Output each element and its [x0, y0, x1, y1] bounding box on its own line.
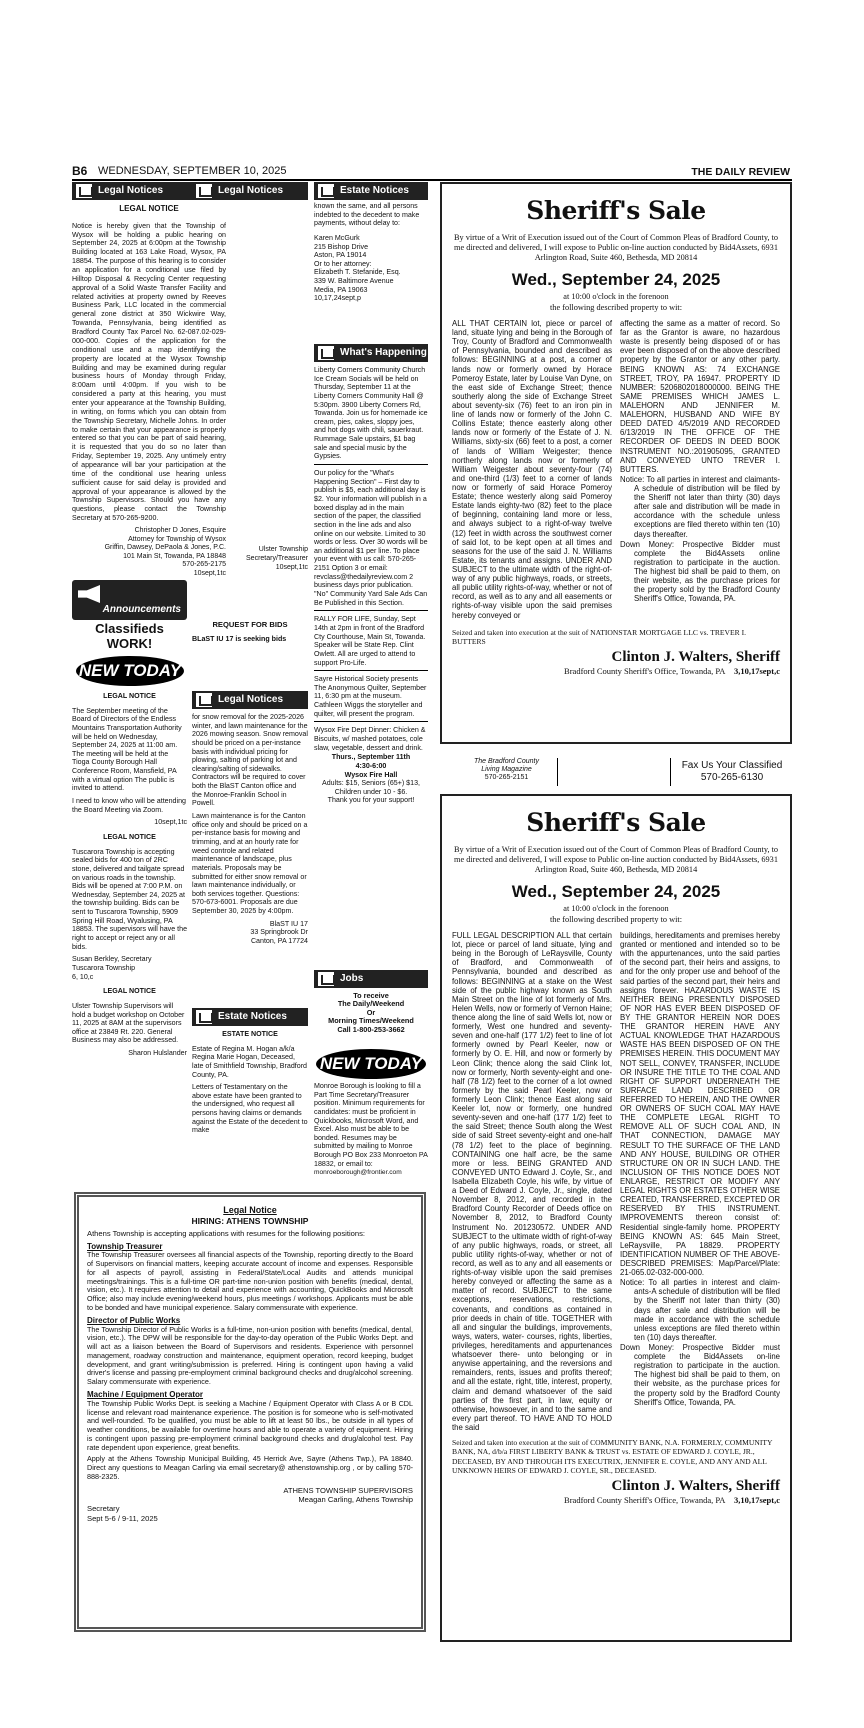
notice-signature: Tuscarora Township — [72, 963, 136, 972]
job-email: monroeborough@frontier.com — [314, 1169, 402, 1177]
estate-addresses: Karen McGurk 215 Bishop Drive Aston, PA 19014 Or to her attorney: Elizabeth T. Stefanide, Esq. 339 W. Baltimore Avenue Media, PA 19063 10,17,24sept,p — [314, 233, 401, 303]
notice-code: 6, 10,c — [72, 972, 94, 981]
megaphone-icon — [78, 585, 100, 603]
notice-body: Tuscarora Township is accepting sealed bids for 400 ton of 2RC stone, delivered and tailgate spread on various roads in the township. Bids will be opened at 7:00 P.M. on Wednesday, September 24, 2025 at the township building. Bids can be sent to Tuscarora Township, 5909 Spring Hill Road, Wyalusing, PA 18853. The supervisors will have the right to accept or reject any or all bids. — [72, 847, 187, 951]
notice-heading: ESTATE NOTICE — [222, 1030, 278, 1038]
sheriff-sale-1 — [440, 182, 792, 744]
hiring-signature: ATHENS TOWNSHIP SUPERVISORS — [283, 1485, 413, 1495]
notice-body: known the same, and all persons indebted to the decedent to make payments, without delay to: — [314, 202, 420, 228]
position-description: The Township Director of Public Works is a full-time, non-union position with benefits (medical, dental, vision, etc.). The DPW will be responsible for the day-to-day operation of the Public Works Dept. and will act as a liaison between the Board of Supervisors and residents. Experience with personnel management, roadway construction and maintenance, equipment operation, record keeping, budget development, and grant writing/submission is preferred. Hiring is contingent upon having a valid driver's license and passing pre-employment criminal background checks and drug/alcohol screening. Salary commensurate with experience. — [87, 1324, 413, 1387]
dinner-prices: Adults: $15, Seniors (65+) $13, Children under 10 - $6. — [322, 779, 420, 796]
notice-signature: Sharon Hulslander — [128, 1049, 187, 1058]
sale-intro: By virtue of a Writ of Execution issued out of the Court of Common Pleas of Bradford County, to me directed and delivered, I will expose to Public on-line auction conducted by Bid4Assets, 6931 Arlington Road, Suite 460, Bethesda, MD 20814 — [453, 232, 779, 263]
section-label: Legal Notices — [218, 184, 284, 196]
position-title: Township Treasurer — [87, 1241, 163, 1251]
sale-date: Wed., September 24, 2025 — [511, 881, 721, 901]
hiring-subheading: HIRING: ATHENS TOWNSHIP — [191, 1215, 309, 1226]
happening-icon — [318, 346, 334, 360]
hiring-dates: Sept 5-6 / 9-11, 2025 — [87, 1513, 158, 1523]
promo-divider — [670, 758, 671, 786]
sale-title: Sheriff's Sale — [526, 196, 706, 225]
section-bar-wrap — [192, 691, 308, 709]
estate-notice — [192, 1030, 308, 1190]
sale-footer: Bradford County Sheriff's Office, Towanda, PA 3,10,17sept,c — [564, 666, 780, 677]
notice-signature: Christopher D Jones, Esquire Attorney for Township of Wysox Griffin, Dawsey, DePaola & Jones, P.C. 101 Main St, Towanda, PA 18848 570-265-2175 10sept,1tc — [104, 526, 226, 577]
happening-item: Sayre Historical Society presents The Anonymous Quilter, September 11, 6:30 pm at the museum. Cathleen Wiggs the storyteller and quilter, will present the program. — [314, 675, 428, 722]
page-number: B6 — [72, 164, 88, 178]
magazine-promo: The Bradford County Living Magazine 570-265-2151 — [474, 758, 539, 782]
sale-footer: Bradford County Sheriff's Office, Towanda, PA 3,10,17sept,c — [564, 1495, 780, 1506]
section-bar-wrap — [314, 344, 428, 362]
dinner-details: Thurs., September 11th 4:30-6:00 Wysox Fire Hall — [331, 753, 411, 779]
section-bar-happening — [314, 344, 428, 362]
sale-seized: Seized and taken into execution at the suit of NATIONSTAR MORTGAGE LLC vs. TREVER I. BUTTERS — [452, 627, 747, 646]
subscribe-box: To receive The Daily/Weekend Or Morning Times/Weekend Call 1-800-253-3662 — [328, 992, 414, 1034]
position-title: Director of Public Works — [87, 1315, 181, 1325]
happening-item: RALLY FOR LIFE, Sunday, Sept 14th at 2pm in front of the Bradford Cty Courthouse, Main St, Towanda. Speaker will be State Rep. Clint Owlett. All are urged to attend to support Pro-Life. — [314, 615, 428, 671]
section-label: Estate Notices — [340, 184, 409, 196]
hiring-signature: Meagan Carling, Athens Township — [298, 1495, 413, 1505]
hiring-intro: Athens Township is accepting applications with resumes for the following positions: — [87, 1229, 366, 1239]
notice-body: Lawn maintenance is for the Canton office only and should be priced on a per-instance basis for mowing and trimming, and at an hourly rate for weed controle and related maintenance of landscape, plus materials. Proposals may be submitted for either snow removal or lawn maintenance individually, or both services together. Questions: 570-673-6001. Proposals are due September 30, 2025 by 4:00pm. — [192, 812, 308, 916]
jobs-icon — [318, 972, 334, 986]
section-bar-legal — [192, 691, 308, 709]
sale-description-right: affecting the same as a matter of record. So far as the Grantor is aware, no hazardous waste is presently being disposed of or has ever been disposed of on the above described property by the Grantor or any other party. BEING KNOWN AS: 74 EXCHANGE STREET, TROY, PA 16947. PROPERTY ID NUMBER: 5206802018000000. BEING THE SAME PREMISES WHICH JAMES L. MALEHORN AND JENNIFER M. MALEHORN, HUSBAND AND WIFE BY DEED DATED 4/5/2019 AND RECORDED 6/13/2019 IN THE OFFICE OF THE RECORDER OF DEEDS IN DEED BOOK INSTRUMENT NO.:201905095, GRANTED AND CONVEYED UNTO TREVER I. BUTTERS. Notice: To all parties in interest and claimants-A schedule of distribution will be filed by the Sheriff not later than thirty (30) days after sale and distribution will be made in accordance with the schedule unless exceptions are filed thereto within ten (10) days thereafter. Down Money: Prospective Bidder must complete the Bid4Assets online registration to participate in the auction. The highest bid shall be paid to them, on their website, as the purchase prices for the property sold by the Bradford County Sheriff's Office, Towanda, PA. — [620, 319, 780, 604]
sale-subhead: the following described property to wit: — [549, 302, 683, 312]
promo-divider — [557, 758, 558, 786]
masthead-date: WEDNESDAY, SEPTEMBER 10, 2025 — [98, 165, 287, 177]
sheriff-sale-2 — [440, 794, 792, 1642]
hiring-apply: Apply at the Athens Township Municipal Building, 45 Herrick Ave, Sayre (Athens Twp.), PA 18840. Direct any questions to Meagan Carling via email secretary@ athenstownship.org , or by calling 570-888-2325. — [87, 1454, 413, 1482]
position-title: Machine / Equipment Operator — [87, 1390, 204, 1400]
notice-heading: LEGAL NOTICE — [119, 204, 179, 213]
section-bar-estate — [314, 182, 428, 200]
happening-list — [314, 366, 428, 841]
notice-body: for snow removal for the 2025-2026 winter, and lawn maintenance for the 2026 mowing season. Snow removal should be priced on a per-instance basis with individual pricing for plowing, salting of parking lot and clearing/salting of sidewalks. Contractors will be required to cover both the BlaST Canton office and the Monroe-Franklin School in Powell. — [192, 713, 308, 808]
column-1b — [72, 692, 187, 1192]
hiring-heading: Legal Notice — [223, 1205, 277, 1215]
notice-body: Ulster Township Supervisors will hold a budget workshop on October 11, 2025 at 8AM at the supervisors office at 23849 Rt. 220. General Business may also be addressed. — [72, 1001, 185, 1045]
section-label: Legal Notices — [218, 693, 284, 705]
job-body: Monroe Borough is looking to fill a Part Time Secretary/Treasurer position. Minimum requirements for candidates: must be proficient in Quickbooks, Microsoft Word, and Excel. Also must be able to be bonded. Resumes may be submitted by mailing to Monroe Borough PO Box 233 Monroeton PA 18832, or email to: — [314, 1082, 428, 1168]
notice-heading: LEGAL NOTICE — [103, 832, 156, 841]
sale-time: at 10:00 o'clock in the forenoon — [563, 904, 669, 914]
estate-continued — [314, 202, 428, 342]
new-today-badge: NEW TODAY — [316, 1049, 426, 1079]
section-bar-estate — [192, 1008, 308, 1026]
announcements-banner — [72, 580, 187, 620]
sale-seized: Seized and taken into execution at the suit of COMMUNITY BANK, N.A. FORMERLY, COMMUNITY BANK, NA, d/b/a FIRST LIBERTY BANK & TRUST vs. ESTATE OF EDWARD J. COYLE, JR., DECEASED, BY AND THROUGH ITS EXECUTRIX, JENNIFER E. COYLE, AND ANY AND ALL UNKNOWN HEIRS OF EDWARD J. COYLE, SR., DECEASED. — [452, 1438, 773, 1475]
dinner-thanks: Thank you for your support! — [327, 796, 415, 805]
section-label: Estate Notices — [218, 1010, 287, 1022]
position-description: The Township Public Works Dept. is seeking a Machine / Equipment Operator with Class A or B CDL license and relevant road maintenance experience. The position is for someone who is self-motivated and well-rounded. To be qualified, you must be able to lift at least 50 lbs., be outside in all types of weather conditions, be available for overtime hours and able to operate a variety of equipment. Hiring is contingent upon passing pre-employment criminal background checks and drug/alcohol test. Pay rate dependent upon experience, great benefits. — [87, 1398, 413, 1452]
hiring-notice-box — [74, 1192, 426, 1632]
notice-signature: Susan Berkley, Secretary — [72, 955, 152, 964]
section-label: What's Happening — [340, 346, 427, 358]
section-bar-legal — [192, 182, 308, 200]
section-bar-wrap — [314, 970, 428, 988]
happening-item: Liberty Corners Community Church Ice Cream Socials will be held on Thursday, September 11 at the Liberty Corners Community Hall @ 5:30pm. 3900 Liberty Corners Rd, Towanda. Join us for homemade ice cream, pies, cakes, sloppy joes, and hot dogs with chili, sauerkraut. Rummage Sale upstairs, $1 bag sale and special music by the Gypsies. — [314, 366, 428, 465]
fax-promo: Fax Us Your Classified 570-265-6130 — [681, 760, 783, 783]
notice-code: 10sept,1tc — [154, 818, 187, 827]
happening-item: Wysox Fire Dept Dinner: Chicken & Biscuits, w/ mashed potatoes, cole slaw, vegetable, dessert and drink. — [314, 726, 426, 752]
section-bar-jobs — [314, 970, 428, 988]
masthead-paper: THE DAILY REVIEW — [691, 166, 790, 178]
legal-icon — [76, 184, 92, 198]
notice-heading: REQUEST FOR BIDS — [212, 620, 288, 629]
masthead-rule — [72, 179, 792, 181]
happening-policy: Our policy for the "What's Happening Section" – First day to publish is $5, each additional day is $2. Your information will publish in a boxed display ad in the main section of the paper, the classified section in the line ads and also online on our website. Limited to 30 words or less. Over 30 words will be an additional $1 per line. To place your event with us call: 570-265-2151 Option 3 or email: revclass@thedailyreview.com 2 business days prior publication. "No" Community Yard Sale Ads Can Be Published in this Section. — [314, 469, 428, 611]
hiring-signature: Secretary — [87, 1504, 120, 1514]
section-bar-wrap — [192, 1008, 308, 1026]
notice-heading: LEGAL NOTICE — [103, 987, 156, 996]
announcements-label: Announcements — [102, 603, 181, 615]
legal-icon — [196, 693, 212, 707]
sale-subhead: the following described property to wit: — [549, 914, 683, 924]
section-label: Jobs — [340, 972, 364, 984]
sale-description: ALL THAT CERTAIN lot, piece or parcel of land, situate lying and being in the Borough of Troy, County of Bradford and Commonwealth of Pennsylvania, bounded and described as follows: BEGINNING at a post, a corner of lands now or formerly owned by Horace Pomeroy Estate, later by Louise Van Dyne, on the east side of Exchange Street; thence southerly along the side of Exchange Street about seventy-six (76) feet to an iron pin in line of lands now or formerly of the John C. Collins Estate; thence easterly along other lands now or formerly of the Estate of J. N. Williams, sixty-six (66) feet to a post, a corner of lands of William Weigester; thence northerly along lands now or formerly of William Weigester about seventy-four (74) and one-third (1/3) feet to a corner of lands now or formerly of said Horace Pomeroy Estate; thence westerly along said Pomeroy Estate lands eighty-two (82) feet to the place of beginning, containing land more or less, and always subject to a right-of-way twelve (12) feet in width across the southwest corner of said lot, to be kept open at all times and seasons for the use of the said J. N. Williams Estate, its tenants and assigns. UNDER AND SUBJECT to the ultimate width of the right-of-way of any public highways, roads, or streets, all public utility rights-of-way, whether or not of record, as well as to any and all easements or rights-of-way visible upon the said premises hereby conveyed or — [452, 319, 612, 620]
column-2 — [192, 182, 308, 200]
notice-body: BLaST IU 17 is seeking bids — [192, 635, 287, 644]
bids-body — [192, 713, 308, 1013]
estate-icon — [196, 1010, 212, 1024]
sheriff-name: Clinton J. Walters, Sheriff — [611, 649, 780, 666]
sale-time: at 10:00 o'clock in the forenoon — [563, 292, 669, 302]
ulster-signature: Ulster Township Secretary/Treasurer 10sept,1tc — [246, 546, 308, 572]
new-today-badge: NEW TODAY — [76, 656, 184, 686]
sale-description: FULL LEGAL DESCRIPTION ALL that certain lot, piece or parcel of land situate, lying and being in the Borough of LeRaysville, County of Bradford, and Commonwealth of Pennsylvania, bounded and described as follows: BEGINNING at a stake on the West side of the public highway known as South Main Street on the line of lot formerly of Mrs. Helen Wells, now or formerly of Vernon Haine; thence along the line of said Wells lot, now or formerly, West one hundred and seventy-seven and one-half (177 1/2) feet to line of lot formerly owned by Pearl Keeler, now or formerly by O. E. Hill, and now or formerly by Leon Clink; thence along the said Clink lot, now or formerly, North seventy-eight and one-half (78 1/2) feet to the corner of a lot owned formerly by the said Pearl Keeler, now or formerly Leon Clink; thence East along said Keeler lot, now or formerly, one hundred seventy-seven and one-half (177 1/2) feet to the said Street; thence South along the West side of said Street seventy-eight and one-half (78 1/2) feet to the place of beginning. CONTAINING one half acre, be the same more or less. BEING GRANTED AND CONVEYED UNTO Edward J. Coyle, Sr., and Isabella Elizabeth Coyle, his wife, by virtue of a Deed of Edward J. Coyle, Jr., single, dated November 8, 2012, and recorded in the Bradford County Recorder of Deeds office on November 8, 2012, to Bradford County Instrument No. 201230572. UNDER AND SUBJECT to the ultimate width of right-of-way of any public highways, roads, or street, all public utility rights-of-way, whether or not of record, as well as to any and all easements or rights-of-way visible upon the said premises hereby conveyed or affecting the same as a matter of record. SUBJECT to the same exceptions, reservations, restrictions, covenants, and conditions as contained in prior deeds in chain of title. TOGETHER with all and singular the buildings, improvements, ways, waters, water- courses, rights, liberties, privileges, hereditaments and appurtenances whatsoever there- unto belonging or in anywise appertaining, and the reversions and remainders, rents, issues and profits thereof; and all the estate, right, title, interest, property, claim and demand whatsoever of the said parties of the first part, in law, equity or otherwise, howsoever, in and to the same and every part thereof. TO HAVE AND TO HOLD the said — [452, 931, 612, 1432]
position-description: The Township Treasurer oversees all financial aspects of the Township, reporting directly to the Board of Supervisors on financial matters, keeping accurate account of income and expenses. Responsible for all aspects of payroll, assisting in Federal/State/Local Audits and attends municipal meetings/trainings. This is a full-time OR part-time non-union position with benefits (medical, dental, vision, etc.). It requires attention to detail and experience with accounting, QuickBooks and Microsoft Office; also may include evening/weekend hours, plus meetings / workshops. Applicants must be able to be bonded and have municipal experience. Salary commensurate with experience. — [87, 1250, 413, 1313]
sale-description-right: buildings, hereditaments and premises hereby granted or mentioned and intended so to be with the appurtenances, unto the said parties of the second part, their heirs and assigns, to and for the only proper use and behoof of the said parties of the second part, their heirs and assigns forever. HAZARDOUS WASTE IS NEITHER BEING PRESENTLY DISPOSED OF NOR HAS EVER BEEN DISPOSED OF BY THE GRANTOR HEREIN NOR DOES THE GRANTOR HEREIN HAVE ANY ACTUAL KNOWLEDGE THAT HAZARDOUS WASTE HAS BEEN DISPOSED OF ON THE PREMISES HEREIN. THIS DOCUMENT MAY NOT SELL, CONVEY, TRANSFER, INCLUDE OR INSURE THE TITLE TO THE COAL AND RIGHT OF SUPPORT UNDERNEATH THE SURFACE LAND DESCRIBED OR REFERRED TO HEREIN, AND THE OWNER OR OWNERS OF SUCH COAL MAY HAVE THE COMPLETE LEGAL RIGHT TO REMOVE ALL OF SUCH COAL AND, IN THAT CONNECTION, DAMAGE MAY RESULT TO THE SURFACE OF THE LAND AND ANY HOUSE, BUILDING OR OTHER STRUCTURE ON OR IN SUCH LAND. THE INCLUSION OF THIS NOTICE DOES NOT ENLARGE, RESTRICT OR MODIFY ANY LEGAL RIGHTS OR ESTATES OTHER WISE CREATED, TRANSFERRED, EXCEPTED OR RESERVED BY THIS INSTRUMENT. IMPROVEMENTS thereon consist of: Residential single-family home. PROPERTY BEING KNOWN AS: 645 Main Street, LeRaysville, PA 18829. PROPERTY IDENTIFICATION NUMBER OF THE ABOVE-DESCRIBED PREMISES: Map/Parcel/Plate: 21-065.02-032-000-000. Notice: To all parties in interest and claim- ants-A schedule of distribution will be filed by the Sheriff not later than thirty (30) days after sale and distribution will be made in accordance with the schedule unless exceptions are filed thereto within ten (10) days thereafter. Down Money: Prospective Bidder must complete the Bid4Assets on-line registration to participate in the auction. The highest bid shall be paid to them, on their website, as the purchase prices for the property sold by the Bradford County Sheriff's Office, Towanda, PA. — [620, 931, 780, 1407]
notice-body: The September meeting of the Board of Directors of the Endless Mountains Transportation Authority will be held on Wednesday, September 24, 2025 at 11:00 am. The meeting will be held at the Tioga County Borough Hall Conference Room, Mansfield, PA with a virtual option The public is invited to attend. — [72, 706, 182, 793]
notice-body: Letters of Testamentary on the above estate have been granted to the undersigned, who request all persons having claims or demands against the Estate of the decedent to make — [192, 1083, 308, 1135]
notice-body: I need to know who will be attending the Board Meeting via Zoom. — [72, 797, 186, 814]
sale-date: Wed., September 24, 2025 — [511, 269, 721, 289]
notice-heading: LEGAL NOTICE — [103, 692, 156, 700]
notice-body: Notice is hereby given that the Township of Wysox will be holding a public hearing on September 24, 2025 at 6:00pm at the Township Building located at 163 Lake Road, Wysox, PA 18854. The purpose of this hearing is to consider an application for a conditional use filed by Hilltop Disposal & Recycling Center requesting approval of a Solid Waste Transfer Facility and related activities at property owned by Reeves Business Park, LLC located in the commercial general zone district at 350 Wickwire Way, Towanda, Pennsylvania, being identified as Bradford County Tax Parcel No. 62-087.02-029-000-000. Copies of the application for the conditional use and a map identifying the property are located at the Wysox Township Building and may be examined during regular business hours of Monday through Friday, 8:00am until 4:00pm. If you wish to be considered a party at this hearing, you must enter your appearance at the Township Building, in writing, on forms which you can obtain from the Township Secretary, Michelle Johns. In order to make certain that your appearance is properly entered so that you can be part of said hearing, it is requested that you do so no later than Friday, September 19, 2025. Any untimely entry of appearance will bar your participation at the time of the conditional use hearing unless sufficient cause for said delay is provided and approval of your appearance is allowed by the Township Supervisors. Should you have any questions, please contact the Township Secretary at 570-265-9200. — [72, 221, 226, 523]
sheriff-name: Clinton J. Walters, Sheriff — [611, 1478, 780, 1495]
estate-icon — [318, 184, 334, 198]
bids-signature: BlaST IU 17 33 Springbrook Dr Canton, PA 17724 — [250, 919, 308, 946]
sale-intro: By virtue of a Writ of Execution issued out of the Court of Common Pleas of Bradford County, to me directed and delivered, I will expose to Public on-line auction conducted by Bid4Assets, 6931 Arlington Road, Suite 460, Bethesda, MD 20814 — [453, 844, 779, 875]
section-label: Legal Notices — [98, 184, 164, 196]
column-1 — [72, 182, 226, 587]
job-listing — [314, 1082, 428, 1192]
notice-body: Estate of Regina M. Hogan a/k/a Regina Marie Hogan, Deceased, late of Smithfield Township, Bradford County, PA. — [192, 1044, 308, 1079]
sale-title: Sheriff's Sale — [526, 808, 706, 837]
column-3 — [314, 182, 428, 200]
classifieds-heading: Classifieds WORK! — [95, 621, 164, 651]
legal-icon — [196, 184, 212, 198]
